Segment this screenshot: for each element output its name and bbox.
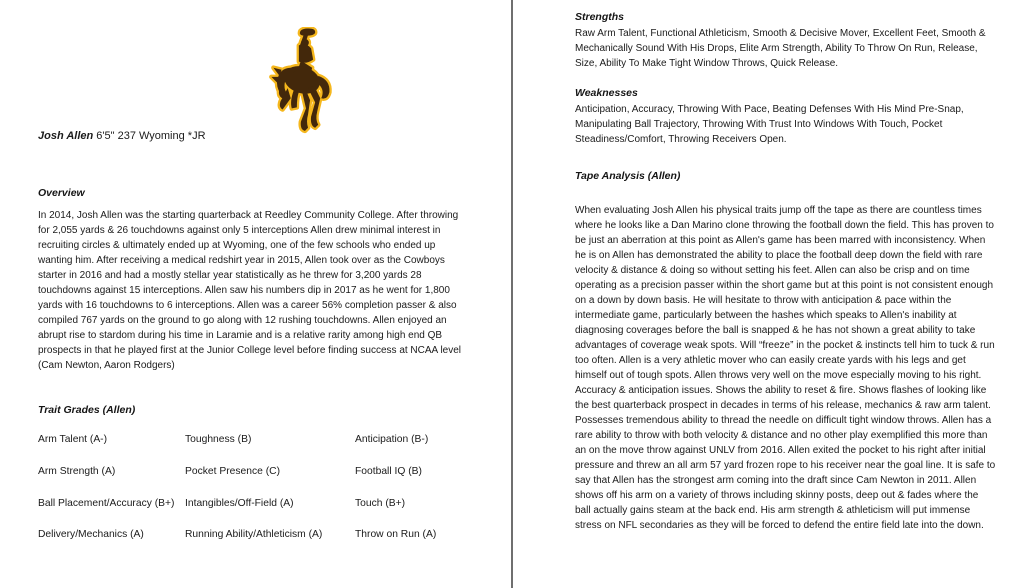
overview-heading: Overview [38,187,85,199]
trait-grade-cell: Pocket Presence (C) [185,465,280,477]
trait-grade-cell: Anticipation (B-) [355,434,429,445]
trait-grade-cell: Running Ability/Athleticism (A) [185,529,323,541]
weaknesses-heading: Weaknesses [575,87,638,99]
player-details: 6'5" 237 Wyoming *JR [96,130,206,142]
strengths-paragraph: Raw Arm Talent, Functional Athleticism, Smooth & Decisive Mover, Excellent Feet, Smooth & Mechanically Sound With His Drops, Elite Arm Strength, Ability To Throw On Run, Release, Size, Ability To Make Tight Window Throws, Quick Release. [575,28,986,69]
trait-grade-cell: Arm Talent (A-) [38,434,108,445]
tape-analysis-heading: Tape Analysis (Allen) [575,170,681,182]
weaknesses-paragraph: Anticipation, Accuracy, Throwing With Pace, Beating Defenses With His Mind Pre-Snap, Manipulating Ball Trajectory, Throwing With Trust Into Windows With Touch, Pocket Steadiness/Comfort, Throwing Receivers Open. [575,104,964,145]
tape-analysis-paragraph: When evaluating Josh Allen his physical traits jump off the tape as there are countless times where he looks like a Dan Marino clone throwing the football down the field. This has proven to be just an aberration at this point as Allen's game has been marred with inconsistency. When he is on Allen has demonstrated the ability to place the football deep down the field with rare velocity & distance & doing so without setting his feet. Allen can also be crisp and on time operating as a precision passer within the short game but at this point is not consistent enough on a down by down basis. He will hesitate to throw with anticipation & pace within the intermediate game, particularly between the hashes which speaks to Allen's inability at diagnosing coverages before the ball is snapped & he has not shown a great ability to take advantages of coverage weak spots. Will “freeze” in the pocket & instincts tell him to tuck & run too often. Allen is a very athletic mover who can easily create yards with his legs and get himself out of tough spots. Allen throws very well on the move especially moving to his right. Accuracy & anticipation issues. Shows the ability to reset & fire. Shows flashes of looking like the best quarterback prospect in decades in terms of his release, mechanics & raw arm talent. Possesses tremendous ability to thread the needle on difficult tight window throws. Allen has a rare ability to throw with both velocity & distance and no other play exemplified this more than an on the move throw against UNLV from 2016. Allen exited the pocket to his right after initial pressure and threw an all arm 57 yard frozen rope to his receiver near the goal line. It is safe to say that Allen has the strongest arm coming into the draft since Cam Newton in 2011. Allen shows off his arm on a variety of throws including skinny posts, deep out & fades where the ball actually gains steam at the back end. His arm strength & athleticism will put immense stress on NFL secondaries as they will be forced to defend the entire field late into the down. [575,205,996,531]
trait-grade-cell: Touch (B+) [355,497,406,509]
right-page [513,0,1024,588]
trait-grades-grid [38,434,470,561]
player-name: Josh Allen [38,130,94,142]
trait-grade-cell: Ball Placement/Accuracy (B+) [38,497,175,509]
trait-grade-cell: Toughness (B) [185,434,252,445]
trait-grade-cell: Delivery/Mechanics (A) [38,529,144,541]
trait-grade-cell: Arm Strength (A) [38,465,116,477]
strengths-heading: Strengths [575,11,625,23]
trait-grade-cell: Throw on Run (A) [355,529,437,541]
wyoming-bucking-horse-logo [269,27,343,141]
trait-grade-cell: Football IQ (B) [355,465,422,477]
left-page [0,0,511,588]
trait-grades-heading: Trait Grades (Allen) [38,404,136,416]
player-header-line [38,130,206,142]
trait-grade-cell: Intangibles/Off-Field (A) [185,497,294,509]
overview-paragraph: In 2014, Josh Allen was the starting quarterback at Reedley Community College. After throwing for 2,055 yards & 26 touchdowns against only 5 interceptions Allen drew minimal interest in recruiting circles & ultimately ended up at Wyoming, one of the few schools who ended up wanting him. After receiving a medical redshirt year in 2015, Allen took over as the Cowboys starter in 2016 and had a mostly stellar year statistically as he threw for 3,200 yards 28 touchdowns against 15 interceptions. Allen saw his numbers dip in 2017 as he went for 1,800 yards with 16 touchdowns to 6 interceptions. Allen was a career 56% completion passer & also compiled 767 yards on the ground to go along with 12 rushing touchdowns. Allen enjoyed an abrupt rise to stardom during his time in Laramie and is a relative rarity among high end QB prospects in that he played first at the Junior College level before finding success at NCAA level (Cam Newton, Aaron Rodgers) [38,210,462,371]
